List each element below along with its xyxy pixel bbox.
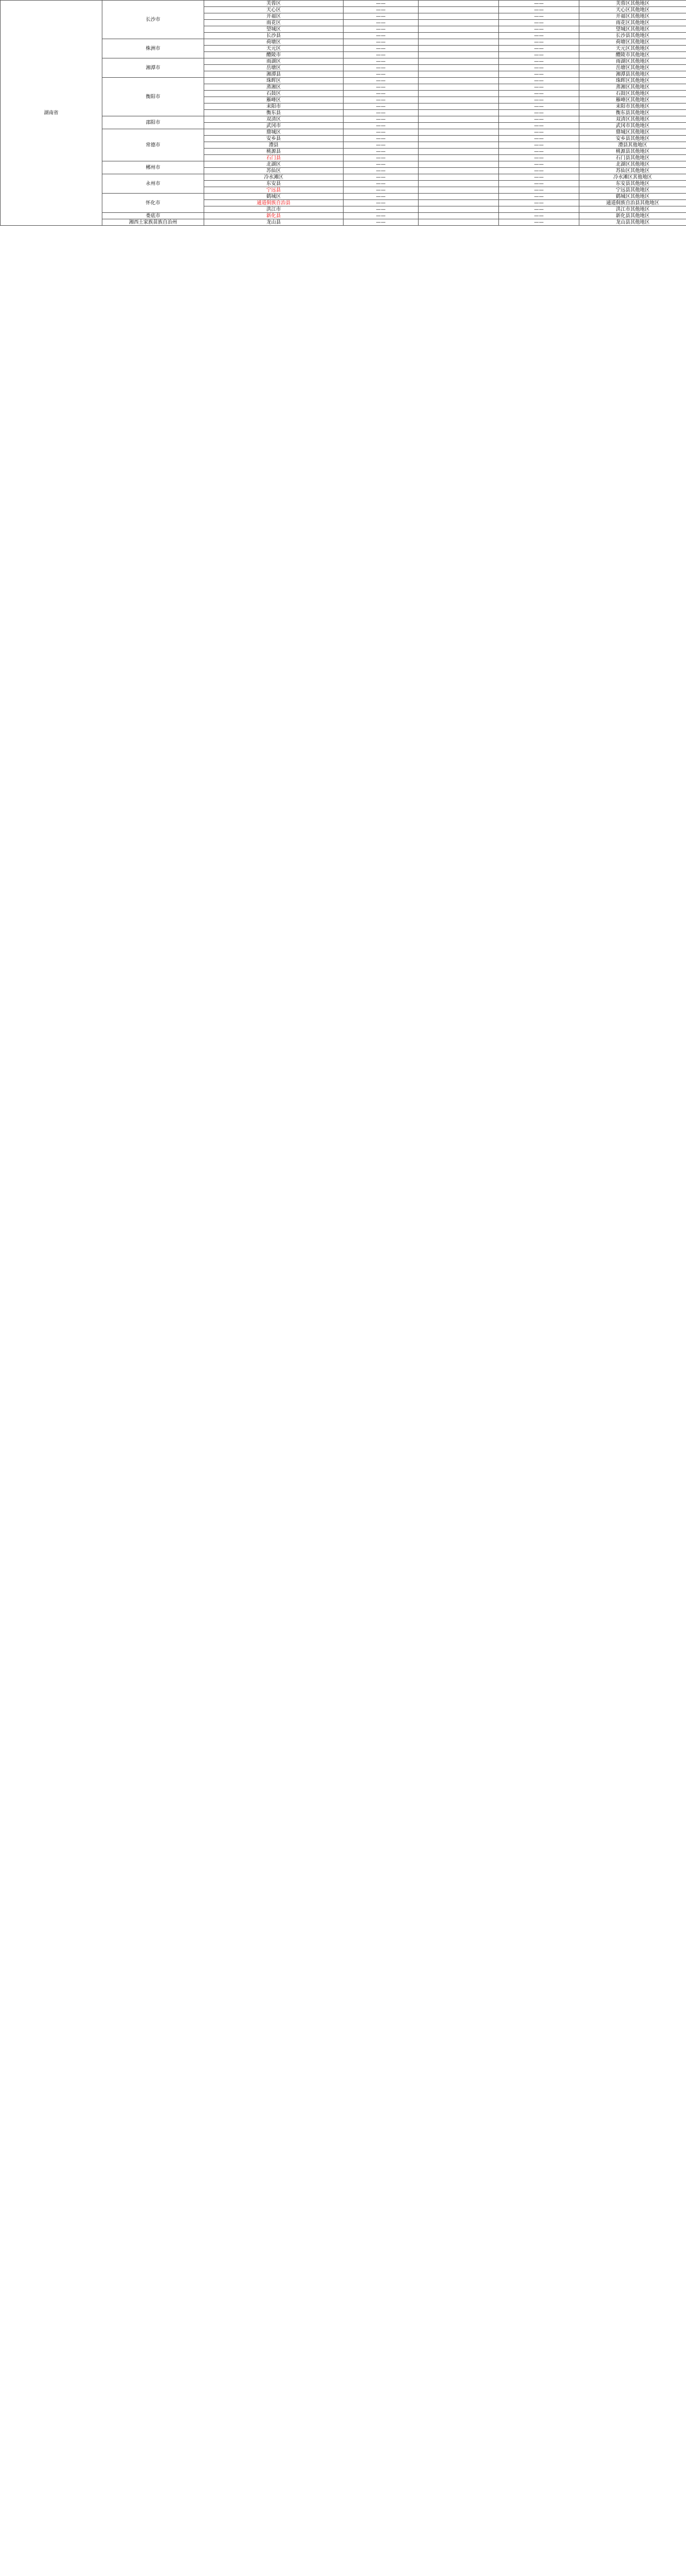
- blank-cell: [419, 206, 499, 213]
- note-cell: ——: [499, 129, 579, 136]
- note-cell: ——: [499, 168, 579, 174]
- note-cell: ——: [344, 174, 419, 181]
- note-cell: ——: [499, 219, 579, 226]
- city-cell: 永州市: [102, 174, 204, 194]
- note-cell: ——: [499, 136, 579, 142]
- district-cell: 鹤城区: [204, 194, 344, 200]
- district-cell: 石门县: [204, 155, 344, 161]
- note-cell: ——: [344, 58, 419, 65]
- city-cell: 长沙市: [102, 1, 204, 39]
- note-cell: ——: [499, 155, 579, 161]
- district-cell: 衡东县: [204, 110, 344, 116]
- note-cell: ——: [344, 155, 419, 161]
- note-cell: ——: [344, 46, 419, 52]
- note-cell: ——: [499, 91, 579, 97]
- note-cell: ——: [344, 78, 419, 84]
- other-area-cell: 龙山县其他地区: [579, 219, 686, 226]
- table-row: [1, 194, 686, 200]
- note-cell: ——: [499, 116, 579, 123]
- blank-cell: [419, 33, 499, 39]
- note-cell: ——: [499, 58, 579, 65]
- note-cell: ——: [344, 1, 419, 7]
- note-cell: ——: [344, 97, 419, 103]
- district-cell: 开福区: [204, 13, 344, 20]
- blank-cell: [419, 187, 499, 194]
- other-area-cell: 安乡县其他地区: [579, 136, 686, 142]
- other-area-cell: 澧县其他地区: [579, 142, 686, 149]
- district-cell: 桃源县: [204, 149, 344, 155]
- note-cell: ——: [344, 206, 419, 213]
- note-cell: ——: [499, 26, 579, 33]
- note-cell: ——: [344, 33, 419, 39]
- note-cell: ——: [499, 149, 579, 155]
- blank-cell: [419, 7, 499, 13]
- city-cell: 邵阳市: [102, 116, 204, 129]
- blank-cell: [419, 46, 499, 52]
- other-area-cell: 天元区其他地区: [579, 46, 686, 52]
- note-cell: ——: [344, 103, 419, 110]
- district-cell: 武冈市: [204, 123, 344, 129]
- district-cell: 苏仙区: [204, 168, 344, 174]
- other-area-cell: 荷塘区其他地区: [579, 39, 686, 46]
- other-area-cell: 双清区其他地区: [579, 116, 686, 123]
- note-cell: ——: [499, 206, 579, 213]
- district-cell: 天心区: [204, 7, 344, 13]
- note-cell: ——: [499, 142, 579, 149]
- note-cell: ——: [499, 71, 579, 78]
- note-cell: ——: [344, 142, 419, 149]
- other-area-cell: 桃源县其他地区: [579, 149, 686, 155]
- other-area-cell: 耒阳市其他地区: [579, 103, 686, 110]
- city-cell: 怀化市: [102, 194, 204, 213]
- district-cell: 北湖区: [204, 161, 344, 168]
- blank-cell: [419, 20, 499, 26]
- note-cell: ——: [344, 39, 419, 46]
- blank-cell: [419, 65, 499, 71]
- blank-cell: [419, 110, 499, 116]
- city-cell: 株洲市: [102, 39, 204, 58]
- table-row: [1, 174, 686, 181]
- district-cell: 双清区: [204, 116, 344, 123]
- note-cell: ——: [344, 219, 419, 226]
- note-cell: ——: [344, 20, 419, 26]
- note-cell: ——: [499, 65, 579, 71]
- note-cell: ——: [344, 161, 419, 168]
- blank-cell: [419, 213, 499, 219]
- table-row: [1, 1, 686, 7]
- district-cell: 蒸湘区: [204, 84, 344, 91]
- city-cell: 湘西土家族苗族自治州: [102, 219, 204, 226]
- blank-cell: [419, 194, 499, 200]
- other-area-cell: 新化县其他地区: [579, 213, 686, 219]
- other-area-cell: 洪江市其他地区: [579, 206, 686, 213]
- note-cell: ——: [499, 181, 579, 187]
- note-cell: ——: [344, 200, 419, 206]
- other-area-cell: 石门县其他地区: [579, 155, 686, 161]
- district-cell: 芙蓉区: [204, 1, 344, 7]
- other-area-cell: 北湖区其他地区: [579, 161, 686, 168]
- note-cell: ——: [499, 13, 579, 20]
- table-row: [1, 161, 686, 168]
- table-row: [1, 219, 686, 226]
- note-cell: ——: [344, 26, 419, 33]
- city-cell: 娄底市: [102, 213, 204, 219]
- district-cell: 荷塘区: [204, 39, 344, 46]
- note-cell: ——: [499, 39, 579, 46]
- note-cell: ——: [499, 46, 579, 52]
- blank-cell: [419, 39, 499, 46]
- table-row: [1, 213, 686, 219]
- note-cell: ——: [344, 149, 419, 155]
- blank-cell: [419, 91, 499, 97]
- city-cell: 衡阳市: [102, 78, 204, 116]
- district-cell: 新化县: [204, 213, 344, 219]
- other-area-cell: 雨湖区其他地区: [579, 58, 686, 65]
- note-cell: ——: [344, 181, 419, 187]
- city-cell: 常德市: [102, 129, 204, 161]
- blank-cell: [419, 116, 499, 123]
- blank-cell: [419, 123, 499, 129]
- other-area-cell: 武冈市其他地区: [579, 123, 686, 129]
- district-cell: 安乡县: [204, 136, 344, 142]
- note-cell: ——: [344, 7, 419, 13]
- note-cell: ——: [344, 84, 419, 91]
- other-area-cell: 长沙县其他地区: [579, 33, 686, 39]
- note-cell: ——: [344, 194, 419, 200]
- note-cell: ——: [499, 103, 579, 110]
- district-cell: 通道侗族自治县: [204, 200, 344, 206]
- blank-cell: [419, 103, 499, 110]
- blank-cell: [419, 149, 499, 155]
- note-cell: ——: [499, 161, 579, 168]
- district-cell: 石鼓区: [204, 91, 344, 97]
- blank-cell: [419, 52, 499, 58]
- district-cell: 长沙县: [204, 33, 344, 39]
- blank-cell: [419, 181, 499, 187]
- note-cell: ——: [499, 7, 579, 13]
- blank-cell: [419, 136, 499, 142]
- note-cell: ——: [344, 168, 419, 174]
- note-cell: ——: [499, 84, 579, 91]
- blank-cell: [419, 155, 499, 161]
- note-cell: ——: [344, 187, 419, 194]
- other-area-cell: 鼎城区其他地区: [579, 129, 686, 136]
- note-cell: ——: [499, 52, 579, 58]
- city-cell: 湘潭市: [102, 58, 204, 78]
- other-area-cell: 望城区其他地区: [579, 26, 686, 33]
- note-cell: ——: [344, 123, 419, 129]
- blank-cell: [419, 168, 499, 174]
- note-cell: ——: [344, 136, 419, 142]
- district-cell: 醴陵市: [204, 52, 344, 58]
- note-cell: ——: [499, 123, 579, 129]
- table-row: [1, 116, 686, 123]
- blank-cell: [419, 71, 499, 78]
- city-cell: 郴州市: [102, 161, 204, 174]
- other-area-cell: 天心区其他地区: [579, 7, 686, 13]
- blank-cell: [419, 219, 499, 226]
- district-cell: 冷水滩区: [204, 174, 344, 181]
- province-cell: 湖南省: [1, 1, 102, 226]
- other-area-cell: 珠晖区其他地区: [579, 78, 686, 84]
- blank-cell: [419, 97, 499, 103]
- note-cell: ——: [344, 129, 419, 136]
- district-cell: 龙山县: [204, 219, 344, 226]
- district-cell: 澧县: [204, 142, 344, 149]
- other-area-cell: 苏仙区其他地区: [579, 168, 686, 174]
- other-area-cell: 蒸湘区其他地区: [579, 84, 686, 91]
- blank-cell: [419, 174, 499, 181]
- table-row: [1, 78, 686, 84]
- note-cell: ——: [499, 194, 579, 200]
- note-cell: ——: [344, 52, 419, 58]
- district-cell: 岳塘区: [204, 65, 344, 71]
- table-row: [1, 58, 686, 65]
- district-cell: 珠晖区: [204, 78, 344, 84]
- other-area-cell: 宁远县其他地区: [579, 187, 686, 194]
- district-cell: 洪江市: [204, 206, 344, 213]
- other-area-cell: 衡东县其他地区: [579, 110, 686, 116]
- district-cell: 鼎城区: [204, 129, 344, 136]
- note-cell: ——: [499, 110, 579, 116]
- other-area-cell: 醴陵市其他地区: [579, 52, 686, 58]
- note-cell: ——: [499, 20, 579, 26]
- risk-area-table: [0, 0, 686, 226]
- district-cell: 东安县: [204, 181, 344, 187]
- other-area-cell: 开福区其他地区: [579, 13, 686, 20]
- note-cell: ——: [344, 91, 419, 97]
- blank-cell: [419, 129, 499, 136]
- district-cell: 雁峰区: [204, 97, 344, 103]
- blank-cell: [419, 26, 499, 33]
- blank-cell: [419, 13, 499, 20]
- note-cell: ——: [499, 174, 579, 181]
- blank-cell: [419, 1, 499, 7]
- other-area-cell: 鹤城区其他地区: [579, 194, 686, 200]
- note-cell: ——: [344, 65, 419, 71]
- blank-cell: [419, 78, 499, 84]
- note-cell: ——: [499, 187, 579, 194]
- district-cell: 望城区: [204, 26, 344, 33]
- other-area-cell: 东安县其他地区: [579, 181, 686, 187]
- other-area-cell: 雨花区其他地区: [579, 20, 686, 26]
- note-cell: ——: [499, 200, 579, 206]
- note-cell: ——: [344, 13, 419, 20]
- note-cell: ——: [499, 1, 579, 7]
- other-area-cell: 雁峰区其他地区: [579, 97, 686, 103]
- note-cell: ——: [499, 78, 579, 84]
- note-cell: ——: [499, 213, 579, 219]
- note-cell: ——: [344, 71, 419, 78]
- blank-cell: [419, 58, 499, 65]
- other-area-cell: 通道侗族自治县其他地区: [579, 200, 686, 206]
- other-area-cell: 芙蓉区其他地区: [579, 1, 686, 7]
- blank-cell: [419, 142, 499, 149]
- risk-area-table-body: [1, 1, 686, 226]
- note-cell: ——: [499, 33, 579, 39]
- district-cell: 天元区: [204, 46, 344, 52]
- blank-cell: [419, 84, 499, 91]
- district-cell: 雨湖区: [204, 58, 344, 65]
- note-cell: ——: [344, 110, 419, 116]
- district-cell: 湘潭县: [204, 71, 344, 78]
- blank-cell: [419, 200, 499, 206]
- table-row: [1, 129, 686, 136]
- other-area-cell: 冷水滩区其他地区: [579, 174, 686, 181]
- other-area-cell: 湘潭县其他地区: [579, 71, 686, 78]
- district-cell: 耒阳市: [204, 103, 344, 110]
- other-area-cell: 岳塘区其他地区: [579, 65, 686, 71]
- blank-cell: [419, 161, 499, 168]
- other-area-cell: 石鼓区其他地区: [579, 91, 686, 97]
- table-row: [1, 39, 686, 46]
- district-cell: 雨花区: [204, 20, 344, 26]
- note-cell: ——: [344, 213, 419, 219]
- note-cell: ——: [344, 116, 419, 123]
- district-cell: 宁远县: [204, 187, 344, 194]
- note-cell: ——: [499, 97, 579, 103]
